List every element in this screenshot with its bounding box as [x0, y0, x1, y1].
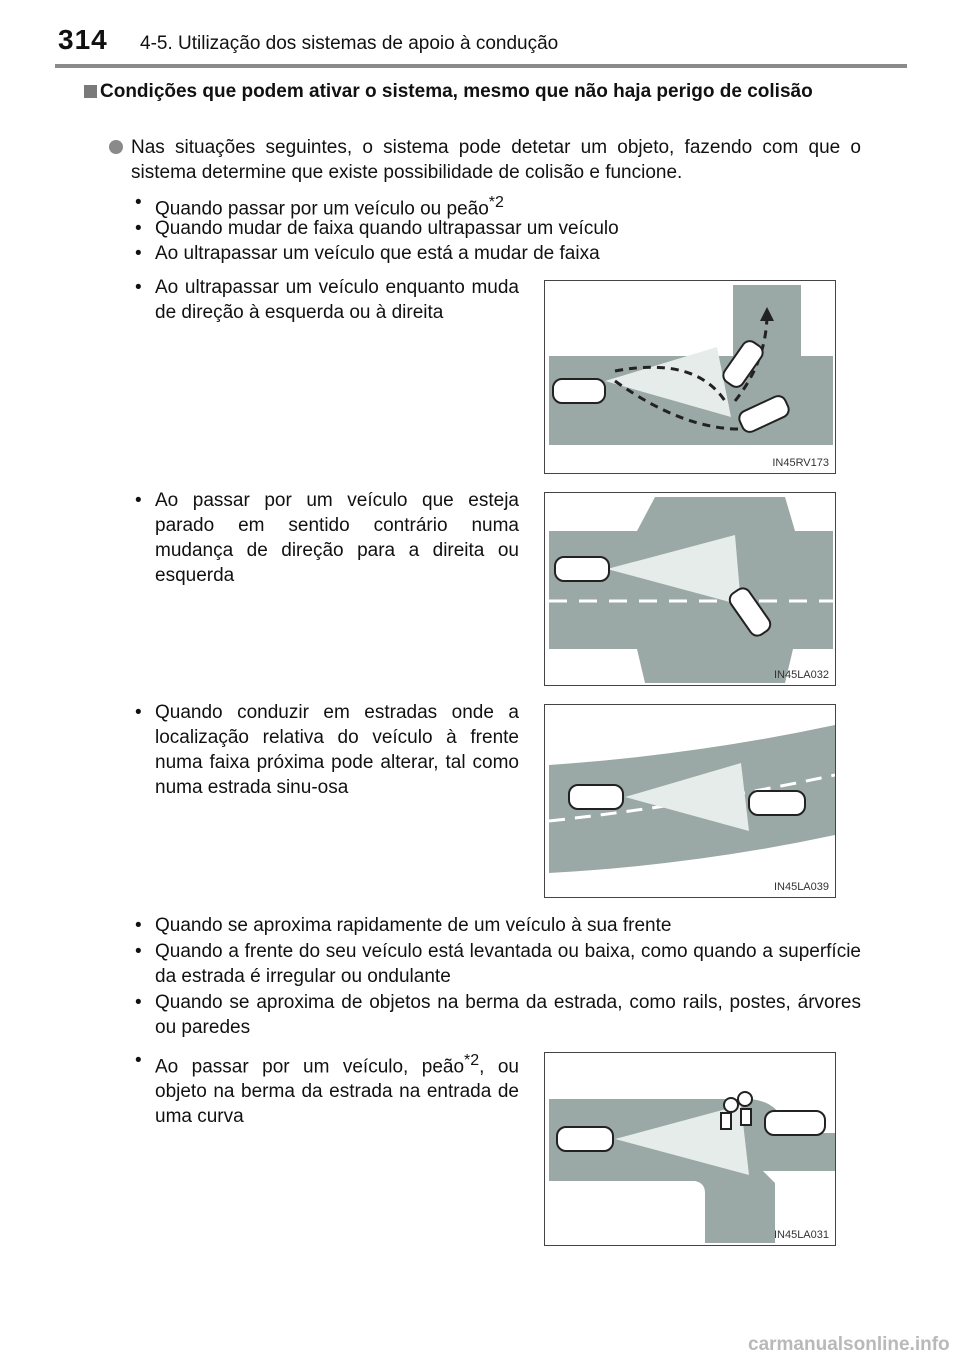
page-header — [0, 0, 960, 64]
list-item — [131, 700, 519, 800]
list-item — [131, 241, 861, 266]
heading-text: Condições que podem ativar o sistema, mesmo que não haja perigo de colisão — [100, 81, 813, 102]
bullet-dot: • — [135, 490, 142, 511]
figure-curve-entrance — [544, 1052, 836, 1246]
footnote-marker: *2 — [464, 1052, 480, 1069]
bullet-dot: • — [135, 941, 142, 962]
intro-paragraph — [131, 135, 861, 185]
page-number: 314 — [58, 24, 108, 55]
list-item — [131, 275, 519, 325]
figure-code: IN45LA031 — [773, 1229, 829, 1241]
list-item — [131, 488, 519, 588]
list-item — [131, 913, 861, 938]
bullet-dot: • — [135, 243, 142, 264]
figure-turning-vehicle — [544, 280, 836, 474]
bullet-dot: • — [135, 218, 142, 239]
bullet-text: Quando conduzir em estradas onde a localização relativa do veículo à frente numa faixa próxima pode alterar, tal como numa estrada sinu-osa — [155, 702, 519, 798]
bullet-dot: • — [135, 192, 142, 213]
square-bullet-icon — [84, 85, 97, 98]
bullet-dot: • — [135, 992, 142, 1013]
list-item — [131, 990, 861, 1040]
footnote-marker: *2 — [488, 194, 504, 211]
bullet-dot: • — [135, 702, 142, 723]
figure-code: IN45LA032 — [773, 669, 829, 681]
bullet-text: Quando se aproxima de objetos na berma da estrada, como rails, postes, árvores ou paredes — [155, 992, 861, 1038]
watermark-text: carmanualsonline.info — [748, 1334, 950, 1355]
header-rule — [55, 64, 907, 68]
bullet-text: Quando mudar de faixa quando ultrapassar um veículo — [155, 218, 619, 239]
bullet-dot: • — [135, 1050, 142, 1071]
bullet-text: Quando a frente do seu veículo está levantada ou baixa, como quando a superfície da estrada é irregular ou ondulante — [155, 941, 861, 987]
bullet-text: Quando passar por um veículo ou peão — [155, 198, 489, 220]
section-title: 4-5. Utilização dos sistemas de apoio à condução — [140, 33, 559, 54]
bullet-text: Ao passar por um veículo que esteja parado em sentido contrário numa mudança de direção para a direita ou esquerda — [155, 490, 519, 586]
bullet-text: Ao ultrapassar um veículo enquanto muda de direção à esquerda ou à direita — [155, 277, 519, 323]
bullet-text: Ao ultrapassar um veículo que está a mudar de faixa — [155, 243, 600, 264]
circle-bullet-icon — [109, 140, 123, 154]
figure-oncoming-vehicle — [544, 492, 836, 686]
intro-text: Nas situações seguintes, o sistema pode detetar um objeto, fazendo com que o sistema determine que existe possibilidade de colisão e funcione. — [131, 137, 861, 183]
bullet-dot: • — [135, 915, 142, 936]
figure-code: IN45LA039 — [773, 881, 829, 893]
list-item — [131, 1048, 519, 1129]
figure-code: IN45RV173 — [772, 457, 829, 469]
list-item — [131, 939, 861, 989]
bullet-text-b: , ou objeto na berma da estrada na entrada de uma curva — [155, 1056, 519, 1128]
figure-winding-road — [544, 704, 836, 898]
bullet-dot: • — [135, 277, 142, 298]
list-item — [131, 216, 861, 241]
bullet-text-a: Ao passar por um veículo, peão — [155, 1056, 465, 1078]
bullet-text: Quando se aproxima rapidamente de um veículo à sua frente — [155, 915, 672, 936]
condition-heading — [100, 80, 860, 103]
